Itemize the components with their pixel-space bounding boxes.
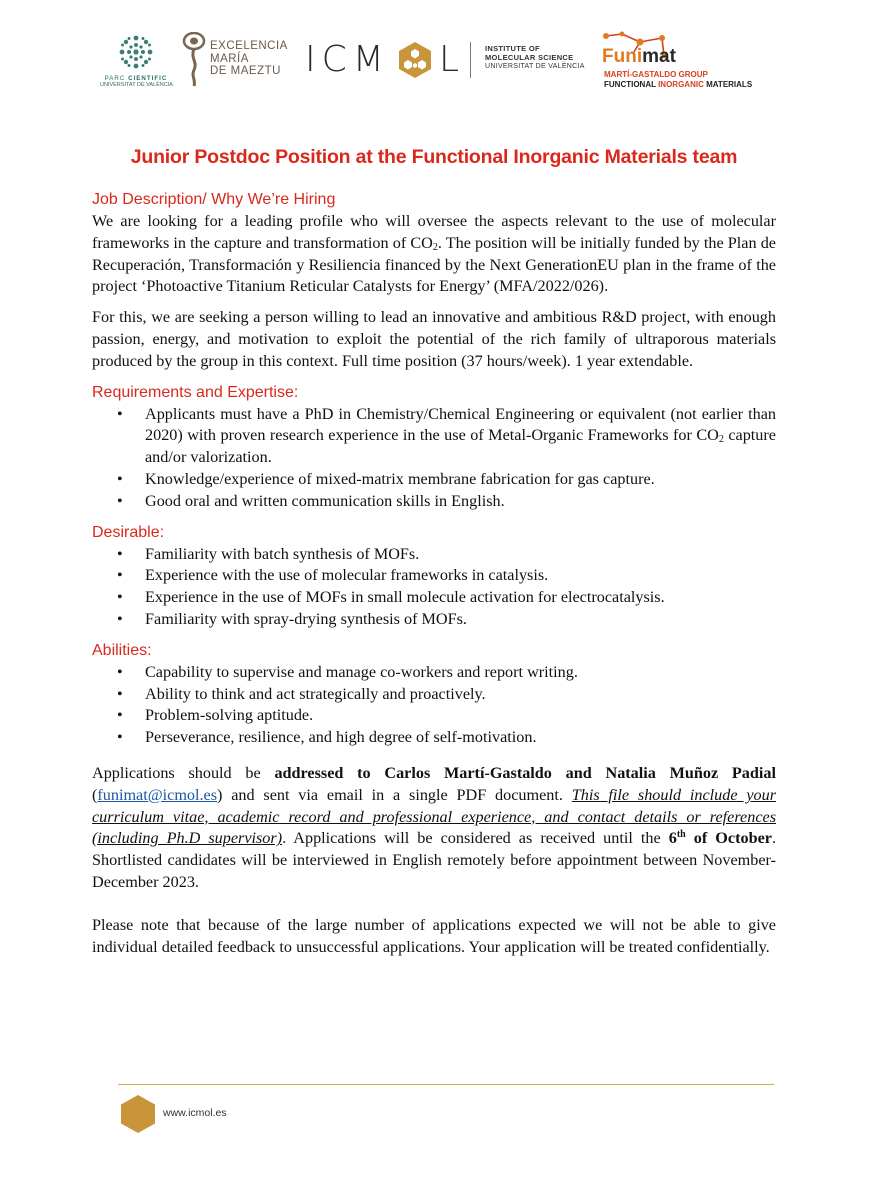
parc-cientific-emblem-icon bbox=[118, 34, 154, 70]
app-text-1: Applications should be bbox=[92, 763, 275, 782]
inst-line-3: UNIVERSITAT DE VALÈNCIA bbox=[485, 63, 585, 70]
inst-line-2: MOLECULAR SCIENCE bbox=[485, 53, 574, 62]
list-item: • Experience with the use of molecular frameworks in catalysis. bbox=[92, 565, 776, 587]
funimat-logo bbox=[600, 30, 780, 94]
icmol-wordmark-left: ICM bbox=[305, 39, 390, 80]
icmol-hexagon-icon bbox=[397, 41, 433, 79]
de-maeztu-label: DE MAEZTU bbox=[210, 65, 281, 77]
job-description-paragraph-1 bbox=[92, 211, 776, 298]
list-item: • Problem-solving aptitude. bbox=[92, 705, 776, 727]
excelencia-label: EXCELENCIA bbox=[210, 40, 288, 52]
funimat-sub-a: FUNCTIONAL bbox=[604, 80, 659, 89]
icmol-logo bbox=[305, 40, 475, 80]
parc-label: PARC bbox=[104, 75, 126, 82]
funimat-word-b: mat bbox=[642, 46, 676, 67]
document-body bbox=[92, 146, 776, 958]
app-contacts: addressed to Carlos Martí-Gastaldo and Natalia Muñoz Padial bbox=[274, 763, 776, 782]
email-link[interactable]: funimat@icmol.es bbox=[97, 785, 218, 804]
list-item: • Knowledge/experience of mixed-matrix membrane fabrication for gas capture. bbox=[92, 469, 776, 491]
app-file-requirements: This file should include your curriculum vitae, academic record and professional experience, and contact details or references (including Ph.D supervisor) bbox=[92, 785, 777, 848]
app-text-5: . Shortlisted candidates will be interviewed in English remotely before appointment between November-December 2023. bbox=[92, 829, 776, 891]
deadline-day: 6 bbox=[668, 829, 677, 848]
funimat-sub-c: MATERIALS bbox=[703, 80, 753, 89]
req-item1-b: capture and/or valorization. bbox=[145, 426, 776, 467]
co2-subscript: 2 bbox=[718, 434, 724, 446]
cientific-label: CIENTIFIC bbox=[128, 75, 168, 82]
note-paragraph: Please note that because of the large number of applications expected we will not be able to give individual detailed feedback to unsuccessful applications. Your application will be treated confidentially. bbox=[92, 915, 776, 956]
list-item: • Experience in the use of MOFs in small molecule activation for electrocatalysis. bbox=[92, 587, 776, 609]
requirements-list bbox=[92, 404, 776, 513]
job-description-heading: Job Description/ Why We’re Hiring bbox=[92, 191, 336, 208]
institute-molecular-science-text bbox=[485, 44, 585, 71]
icmol-footer-hexagon-icon bbox=[120, 1094, 156, 1134]
funimat-sub-b: INORGANIC bbox=[658, 80, 704, 89]
job-p1-text-a: We are looking for a leading profile who will oversee the aspects relevant to the use of molecular frameworks in the capture and transformation of CO bbox=[92, 212, 776, 252]
requirements-heading: Requirements and Expertise: bbox=[92, 383, 299, 401]
funimat-word-a: Funi bbox=[602, 46, 643, 67]
parc-university-label: UNIVERSITAT DE VALÈNCIA bbox=[100, 82, 173, 88]
deadline-day-suffix: th bbox=[676, 829, 686, 841]
maeztu-emblem-icon bbox=[180, 32, 208, 88]
list-item: • Familiarity with spray-drying synthesis of MOFs. bbox=[92, 609, 776, 631]
icmol-divider bbox=[470, 42, 471, 78]
desirable-heading: Desirable: bbox=[92, 523, 165, 541]
funimat-group-label: MARTÍ-GASTALDO GROUP bbox=[604, 70, 708, 79]
desirable-list bbox=[92, 544, 776, 631]
deadline-month: of October bbox=[685, 829, 772, 848]
footer-url[interactable]: www.icmol.es bbox=[163, 1107, 227, 1119]
list-item: • Familiarity with batch synthesis of MOFs. bbox=[92, 544, 776, 566]
maria-label: MARÍA bbox=[210, 52, 249, 65]
list-item: • Capability to supervise and manage co-workers and report writing. bbox=[92, 662, 776, 684]
list-item: • Perseverance, resilience, and high degree of self-motivation. bbox=[92, 727, 776, 749]
applications-paragraph bbox=[92, 763, 776, 894]
excelencia-maria-de-maeztu-logo bbox=[180, 32, 290, 88]
job-p1-text-b: . The position will be initially funded by the Plan de Recuperación, Transformación y Resiliencia financed by the Next GenerationEU plan in the frame of the project ‘Photoactive Titanium Reticular Catalysts for Energy’ (MFA/2022/026). bbox=[92, 233, 776, 296]
list-item: • Ability to think and act strategically and proactively. bbox=[92, 684, 776, 706]
icmol-wordmark-right: L bbox=[439, 39, 466, 80]
inst-line-1: INSTITUTE OF bbox=[485, 44, 540, 53]
page-title: Junior Postdoc Position at the Functional Inorganic Materials team bbox=[130, 146, 738, 168]
app-text-4: . Applications will be considered as received until the bbox=[282, 829, 669, 848]
header-logos bbox=[100, 30, 780, 100]
footer-divider bbox=[118, 1084, 774, 1085]
abilities-heading: Abilities: bbox=[92, 641, 152, 659]
parc-cientific-logo bbox=[100, 34, 172, 88]
req-item1-a: Applicants must have a PhD in Chemistry/Chemical Engineering or equivalent (not earlier than 2020) with proven research experience in the use of Metal-Organic Frameworks for CO bbox=[145, 404, 776, 445]
abilities-list bbox=[92, 662, 776, 749]
list-item: • Good oral and written communication skills in English. bbox=[92, 491, 776, 513]
app-text-3: ) and sent via email in a single PDF document. bbox=[217, 785, 572, 804]
app-text-2: ( bbox=[92, 785, 98, 804]
job-description-paragraph-2: For this, we are seeking a person willing to lead an innovative and ambitious R&D project, with enough passion, energy, and motivation to exploit the potential of the rich family of ultraporous materials produced by the group in this context. Full time position (37 hours/week). 1 year extendable. bbox=[92, 308, 776, 370]
co2-subscript: 2 bbox=[432, 241, 438, 253]
list-item bbox=[92, 404, 776, 469]
